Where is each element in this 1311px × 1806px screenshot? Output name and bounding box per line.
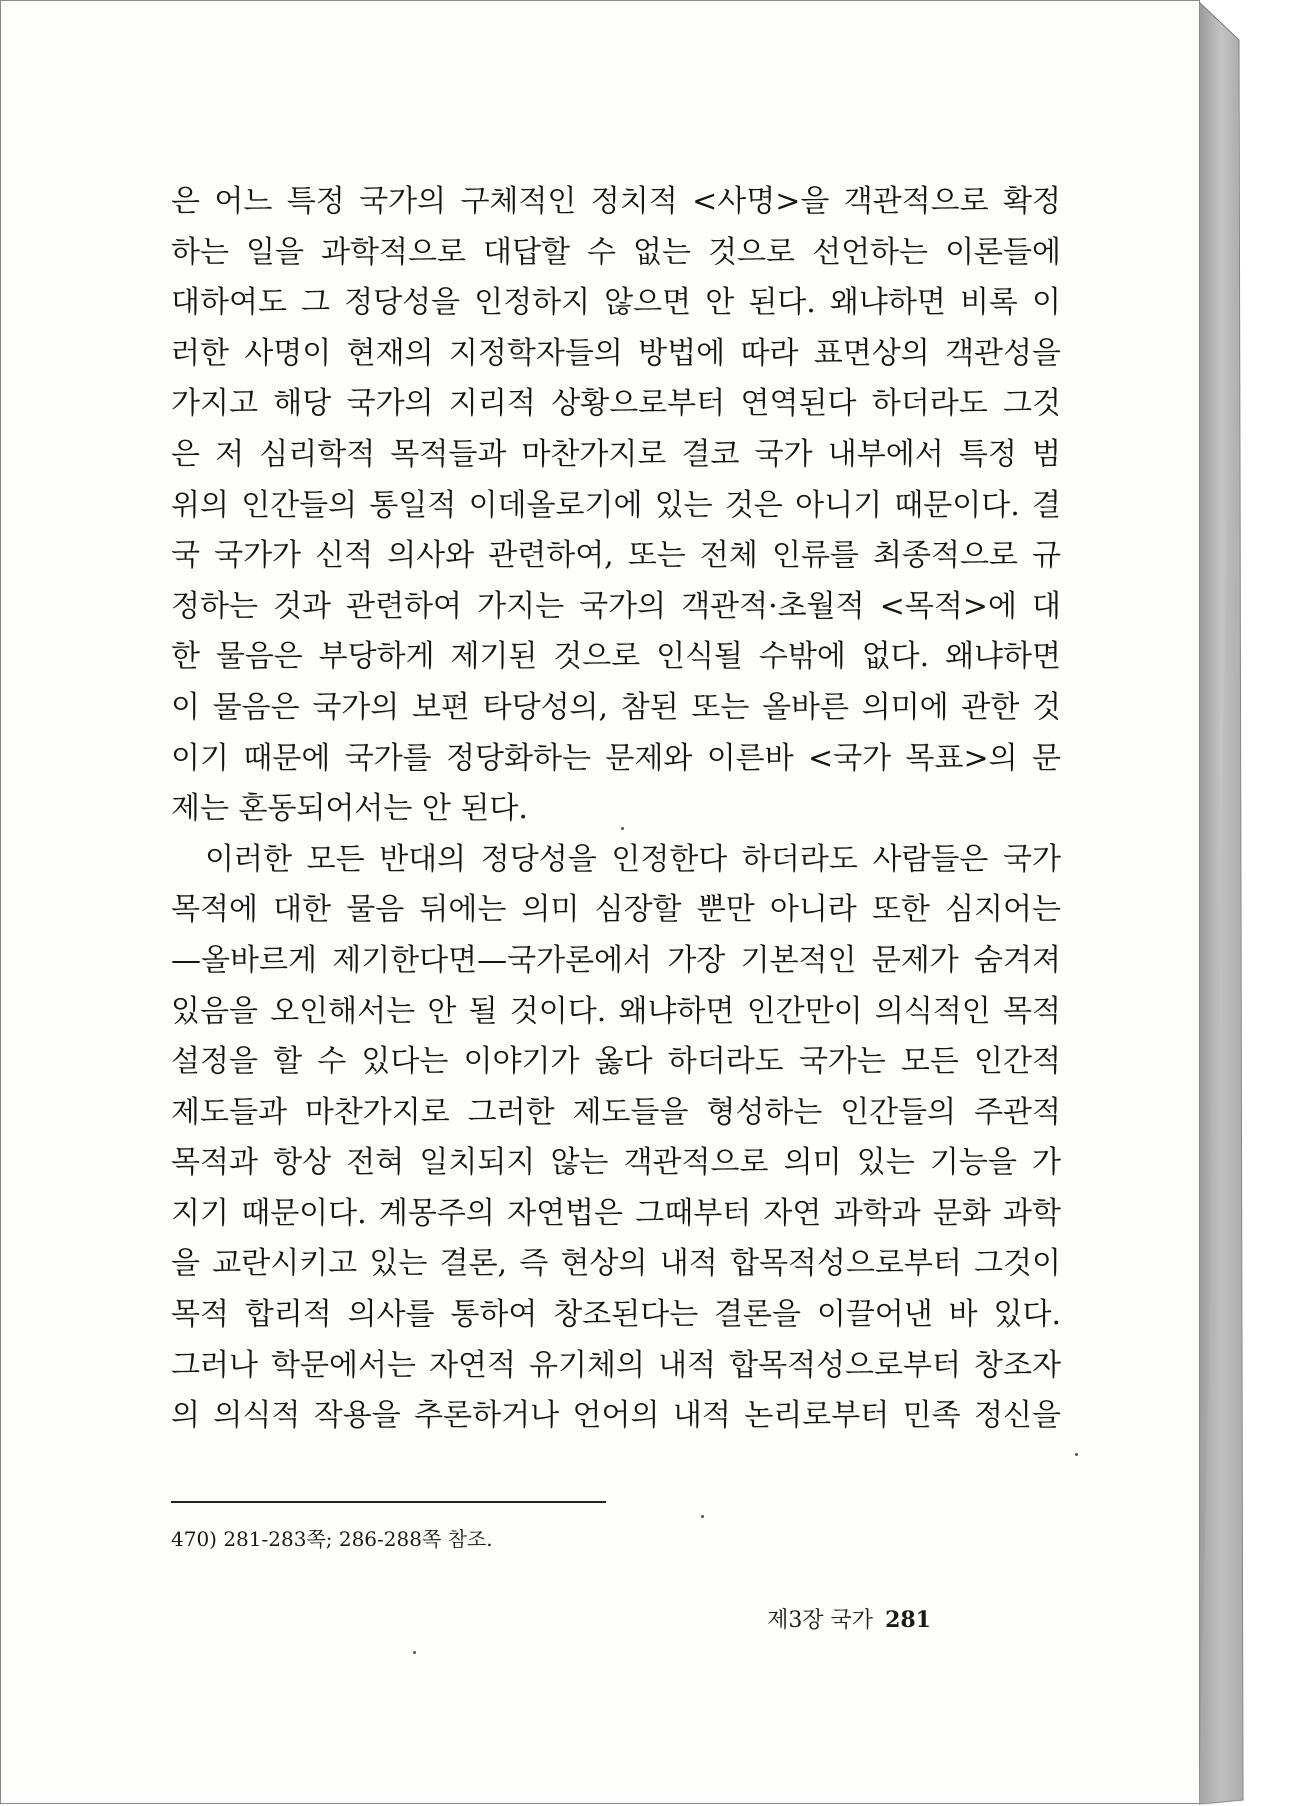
scan-speck bbox=[621, 827, 624, 830]
text-line: 설정을 할 수 있다는 이야기가 옳다 하더라도 국가는 모든 인간적 bbox=[171, 1044, 1061, 1080]
text-line: 제는 혼동되어서는 안 된다. bbox=[171, 791, 528, 827]
text-line: 정하는 것과 관련하여 가지는 국가의 객관적·초월적 <목적>에 대 bbox=[171, 588, 1061, 624]
text-line: 한 물음은 부당하게 제기된 것으로 인식될 수밖에 없다. 왜냐하면 bbox=[171, 639, 1061, 675]
footnote-divider bbox=[171, 1501, 606, 1503]
text-line: 은 저 심리학적 목적들과 마찬가지로 결코 국가 내부에서 특정 범 bbox=[171, 436, 1061, 472]
text-line: 지기 때문이다. 계몽주의 자연법은 그때부터 자연 과학과 문화 과학 bbox=[171, 1195, 1061, 1231]
text-line: 의 의식적 작용을 추론하거나 언어의 내적 논리로부터 민족 정신을 bbox=[171, 1398, 1061, 1434]
chapter-title: 제3장 국가 bbox=[767, 1608, 874, 1633]
book-edge-shadow bbox=[1199, 0, 1311, 1806]
text-line: 이기 때문에 국가를 정당화하는 문제와 이른바 <국가 목표>의 문 bbox=[171, 740, 1061, 776]
text-line: 을 교란시키고 있는 결론, 즉 현상의 내적 합목적성으로부터 그것이 bbox=[171, 1246, 1061, 1282]
body-text bbox=[171, 177, 1061, 1442]
text-line: 은 어느 특정 국가의 구체적인 정치적 <사명>을 객관적으로 확정 bbox=[171, 184, 1061, 219]
scan-speck bbox=[413, 1651, 416, 1654]
text-line: 위의 인간들의 통일적 이데올로기에 있는 것은 아니기 때문이다. 결 bbox=[171, 487, 1061, 523]
running-footer bbox=[767, 1603, 931, 1634]
text-line: 러한 사명이 현재의 지정학자들의 방법에 따라 표면상의 객관성을 bbox=[171, 335, 1061, 371]
text-line: 목적 합리적 의사를 통하여 창조된다는 결론을 이끌어낸 바 있다. bbox=[171, 1297, 1061, 1333]
footnote: 470) 281-283쪽; 286-288쪽 참조. bbox=[171, 1527, 493, 1551]
page-number: 281 bbox=[885, 1607, 931, 1633]
text-line: 있음을 오인해서는 안 될 것이다. 왜냐하면 인간만이 의식적인 목적 bbox=[171, 993, 1061, 1029]
text-line: —올바르게 제기한다면—국가론에서 가장 기본적인 문제가 숨겨져 bbox=[171, 942, 1061, 978]
text-line: 그러나 학문에서는 자연적 유기체의 내적 합목적성으로부터 창조자 bbox=[171, 1347, 1061, 1383]
scan-speck bbox=[701, 1515, 704, 1518]
text-line: 가지고 해당 국가의 지리적 상황으로부터 연역된다 하더라도 그것 bbox=[171, 386, 1061, 422]
text-line: 이러한 모든 반대의 정당성을 인정한다 하더라도 사람들은 국가 bbox=[205, 841, 1061, 877]
text-line: 이 물음은 국가의 보편 타당성의, 참된 또는 올바른 의미에 관한 것 bbox=[171, 689, 1061, 725]
scan-speck bbox=[1075, 1453, 1078, 1456]
text-line: 대하여도 그 정당성을 인정하지 않으면 안 된다. 왜냐하면 비록 이 bbox=[171, 285, 1061, 321]
text-line: 국 국가가 신적 의사와 관련하여, 또는 전체 인류를 최종적으로 규 bbox=[171, 538, 1061, 574]
text-line: 목적에 대한 물음 뒤에는 의미 심장할 뿐만 아니라 또한 심지어는 bbox=[171, 892, 1061, 928]
text-line: 하는 일을 과학적으로 대답할 수 없는 것으로 선언하는 이론들에 bbox=[171, 234, 1061, 270]
text-line: 목적과 항상 전혀 일치되지 않는 객관적으로 의미 있는 기능을 가 bbox=[171, 1145, 1061, 1181]
text-line: 제도들과 마찬가지로 그러한 제도들을 형성하는 인간들의 주관적 bbox=[171, 1094, 1061, 1130]
